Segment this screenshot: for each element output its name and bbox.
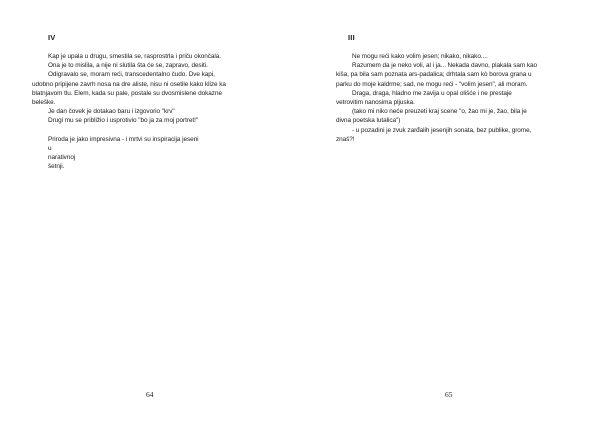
blank-line [32,126,280,135]
text-line: narativnoj [48,154,76,162]
text-line: parku do moje kaldrme; sad, ne mogu reći - "volim jesen", ali moram. [336,80,528,88]
text-line: Kap je upala u drugu, smestila se, rasprostrla i priču okončala. [48,53,221,60]
text-line: Ne mogu reći kako volim jesen; nikako, nikako.... [352,53,488,60]
text-line: šetnji. [48,163,65,171]
page-number: 65 [445,390,453,399]
text-line: Je dan čovek je dotakao baru i izgovorio "krv" [48,108,175,116]
text-line: divna poetska lutalica") [336,117,401,125]
page-body [32,52,280,171]
text-line: blatnjavom tlu. Elem, kada su pale, postale su dvosmislene dokazne [32,89,222,97]
text-line: vetrovitim nanosima pljuska. [336,99,415,107]
text-line: Draga, draga, hladno me zavija u opal olišće i ne prestaje [352,89,512,97]
text-line: Razumem da je neko voli, al i ja... Nekada davno, plakala sam kao [352,62,538,70]
text-line: Ona je to mislila, a nije ni slutila šta će se, zapravo, desiti. [48,62,208,70]
text-line: kiša, pa bila sam poznata ars-padalica; drhtala sam kò borova grana u [336,71,532,79]
text-line: Drugi mu se približio i usprotivio "bo ja za moj portret!" [48,117,199,125]
text-line: Odigravalo se, moram reći, transcedentalno čudo. Dve kapi, [48,71,215,79]
text-line: znaš?! [336,135,355,143]
text-line: - u pozadini je zvuk zarđalih jesenjih sonata, bez publike, grome, [352,126,532,134]
text-line: (tako mi niko neće preuzeti kraj scene "o, žao mi je, žao, bila je [352,108,527,116]
text-line: Priroda je jako impresivna - i mrtvi su inspiracija jeseni [48,135,199,143]
text-line: u [48,144,52,152]
text-line: beleške. [32,99,56,107]
right-page [300,0,600,428]
page-number: 64 [146,390,154,399]
chapter-heading: IV [48,33,56,42]
page-body [336,52,586,144]
text-line: udobno pripijene zavrh nosa na dre aliste, nisu ni osetile kako klize ka [32,80,226,88]
chapter-heading: III [348,33,355,42]
